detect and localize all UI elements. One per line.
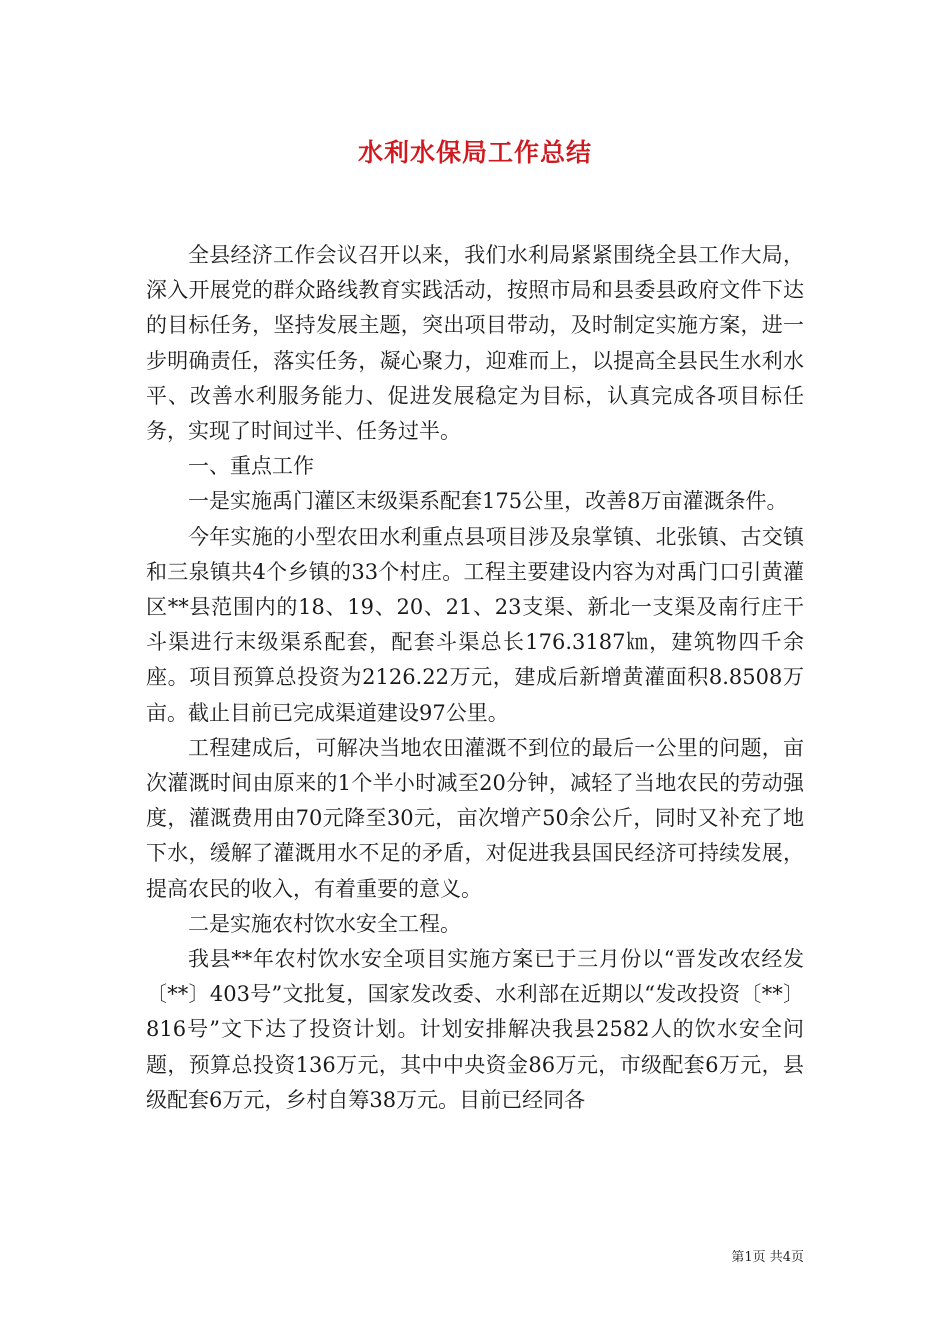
section-heading-key-work: 一、重点工作	[188, 454, 314, 479]
paragraph-intro: 全县经济工作会议召开以来，我们水利局紧紧围绕全县工作大局，深入开展党的群众路线教育实践活动，按照市局和县委县政府文件下达的目标任务，坚持发展主题，突出项目带动，及时制定实施方案，进一步明确责任，落实任务，凝心聚力，迎难而上，以提高全县民生水利水平、改善水利服务能力、促进发展稳定为目标，认真完成各项目标任务，实现了时间过半、任务过半。	[146, 243, 804, 444]
paragraph-item-two: 二是实施农村饮水安全工程。	[188, 911, 461, 936]
paragraph-irrigation-project: 今年实施的小型农田水利重点县项目涉及泉掌镇、北张镇、古交镇和三泉镇共4个乡镇的33个村庄。工程主要建设内容为对禹门口引黄灌区**县范围内的18、19、20、21、23支渠、新北一支渠及南行庄干斗渠进行末级渠系配套，配套斗渠总长176.3187㎞，建筑物四千余座。项目预算总投资为2126.22万元，建成后新增黄灌面积8.8508万亩。截止目前已完成渠道建设97公里。	[146, 524, 804, 725]
page-number: 第1页 共4页	[731, 1250, 804, 1265]
paragraph-item-one: 一是实施禹门灌区末级渠系配套175公里，改善8万亩灌溉条件。	[188, 489, 788, 514]
paragraph-drinking-water: 我县**年农村饮水安全项目实施方案已于三月份以“晋发改农经发〔**〕403号”文批复，国家发改委、水利部在近期以“发改投资〔**〕816号”文下达了投资计划。计划安排解决我县2582人的饮水安全问题，预算总投资136万元，其中中央资金86万元，市级配套6万元，县级配套6万元，乡村自筹38万元。目前已经同各	[146, 947, 804, 1112]
paragraph-project-benefits: 工程建成后，可解决当地农田灌溉不到位的最后一公里的问题，亩次灌溉时间由原来的1个半小时减至20分钟，减轻了当地农民的劳动强度，灌溉费用由70元降至30元，亩次增产50余公斤，同时又补充了地下水，缓解了灌溉用水不足的矛盾，对促进我县国民经济可持续发展，提高农民的收入，有着重要的意义。	[146, 735, 804, 901]
document-body	[146, 238, 804, 1118]
document-title: 水利水保局工作总结	[357, 138, 592, 167]
